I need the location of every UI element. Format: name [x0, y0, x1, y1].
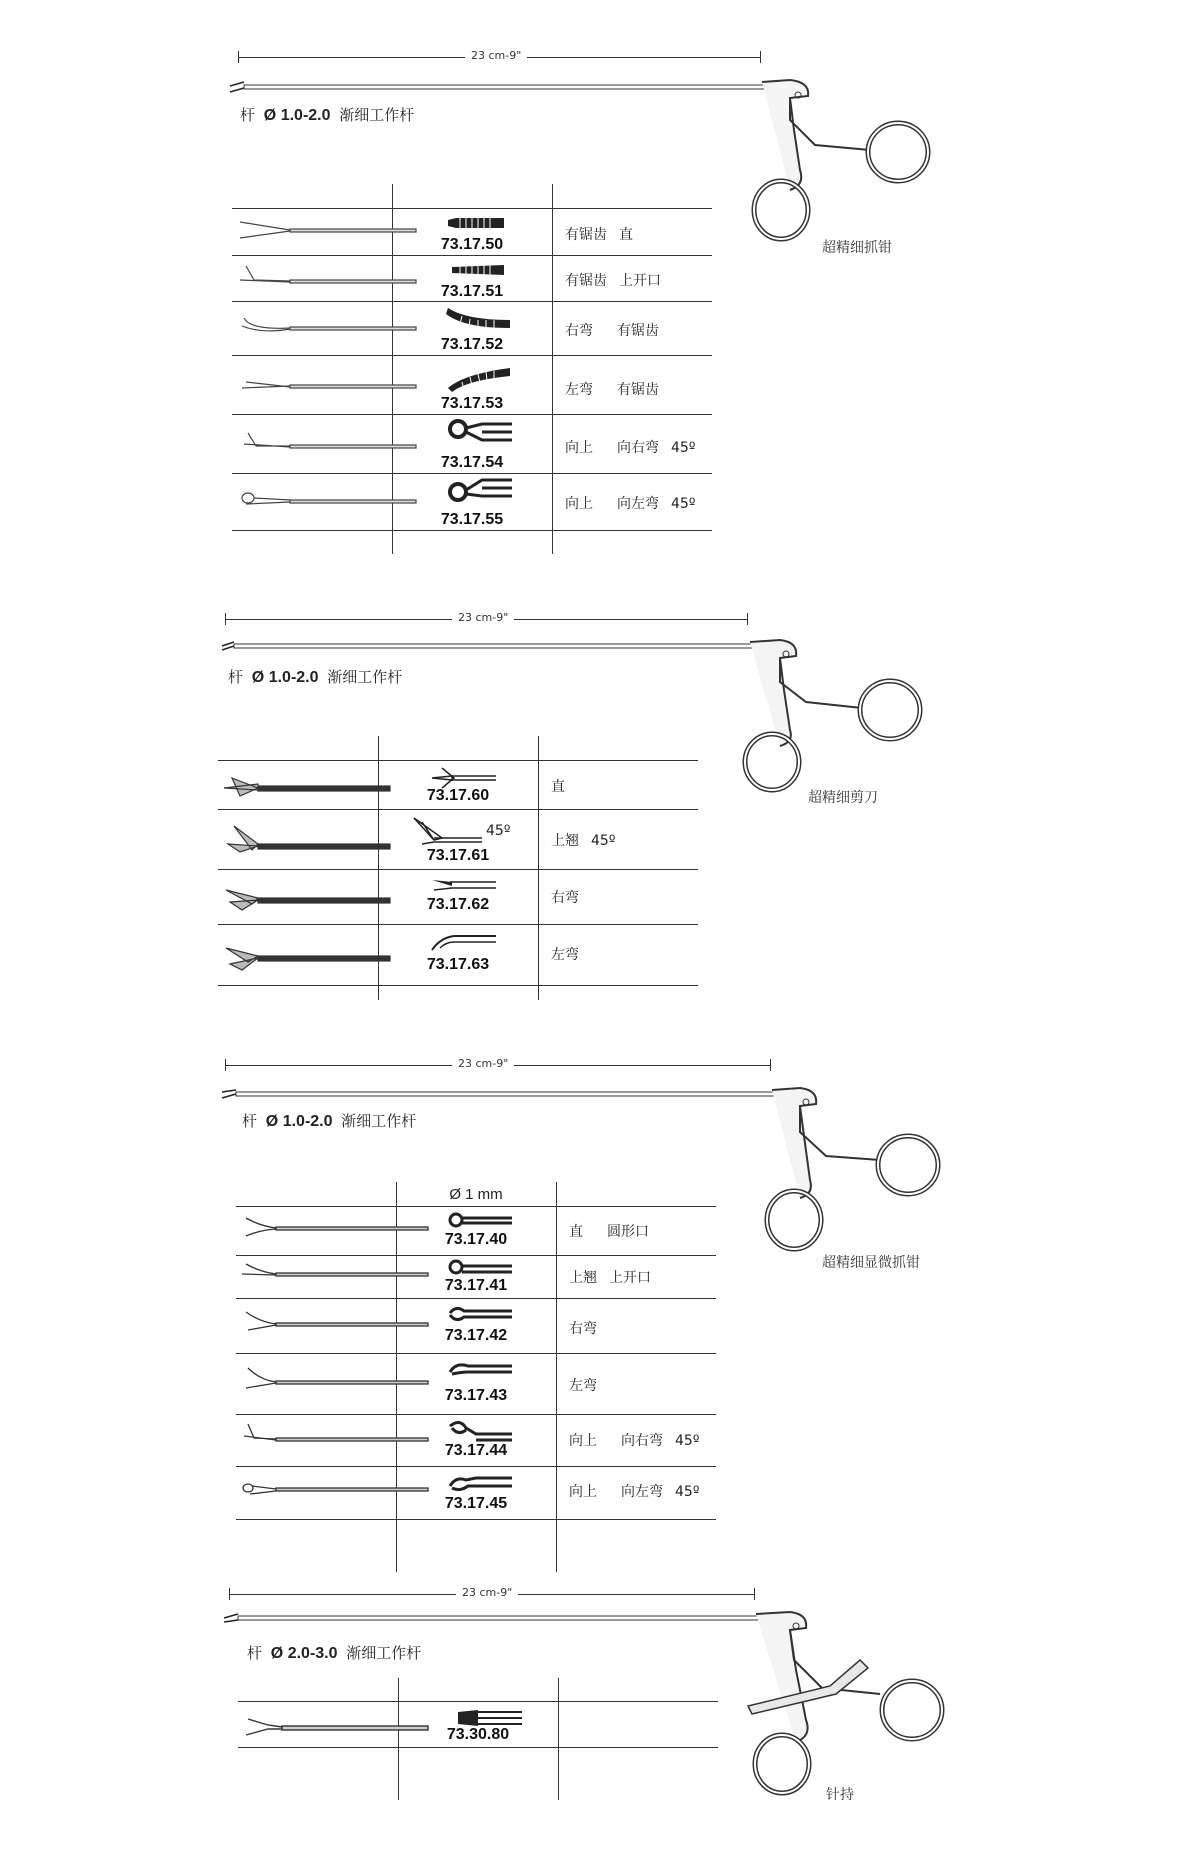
micro-grasping-forceps-illustration-icon: [0, 1040, 1200, 1290]
product-code: 73.30.80: [446, 1726, 510, 1743]
ring-tip-icon: [446, 476, 516, 502]
product-description: 右弯 有锯齿: [565, 323, 659, 339]
column-header: Ø 1 mm: [449, 1186, 503, 1203]
product-code: 73.17.62: [426, 896, 490, 913]
shaft-spec: 杆 Ø 1.0-2.0 渐细工作杆: [242, 1112, 417, 1130]
length-label: 23 cm-9": [465, 49, 527, 62]
table-row-drawing: [242, 493, 416, 504]
product-code: 73.17.52: [440, 336, 504, 353]
scissor-tip-icon: [430, 930, 500, 954]
instrument-name: 超精细显微抓钳: [822, 1255, 920, 1271]
scissors-illustration-icon: [0, 590, 1200, 810]
table-row-drawing: [243, 1484, 428, 1494]
instrument-name: 超精细剪刀: [808, 790, 878, 806]
length-label: 23 cm-9": [452, 1057, 514, 1070]
table-row-drawing: [246, 1312, 428, 1330]
shaft-spec: 杆 Ø 1.0-2.0 渐细工作杆: [240, 106, 415, 124]
shaft-spec: 杆 Ø 2.0-3.0 渐细工作杆: [247, 1644, 422, 1662]
table-row-drawing: [240, 222, 416, 238]
product-code: 73.17.55: [440, 511, 504, 528]
row-instrument-drawings: [238, 1701, 438, 1761]
product-code: 73.17.60: [426, 787, 490, 804]
needle-holder-tip-icon: [456, 1708, 526, 1728]
product-code: 73.17.41: [444, 1277, 508, 1294]
product-description: 右弯: [551, 890, 579, 906]
product-description: 有锯齿 上开口: [565, 273, 661, 289]
table-column-divider: [558, 1678, 559, 1800]
length-label: 23 cm-9": [452, 611, 514, 624]
table-row-drawing: [240, 266, 416, 283]
length-label: 23 cm-9": [456, 1586, 518, 1599]
serrated-tip-icon: [446, 263, 506, 277]
needle-holder-illustration-icon: [0, 1560, 1200, 1820]
product-code: 73.17.40: [444, 1231, 508, 1248]
ring-tip-icon: [446, 418, 516, 444]
product-description: 上翘 上开口: [569, 1270, 651, 1286]
product-code: 73.17.50: [440, 236, 504, 253]
product-description: 左弯 有锯齿: [565, 382, 659, 398]
section-micro-grasping-forceps: [0, 1040, 1200, 1540]
section-scissors: [0, 590, 1200, 1020]
product-description: 向上 向右弯 45º: [565, 440, 696, 456]
product-code: 73.17.44: [444, 1442, 508, 1459]
product-code: 73.17.53: [440, 395, 504, 412]
row-instrument-drawings: [218, 760, 418, 1000]
product-code: 73.17.54: [440, 454, 504, 471]
table-row-drawing: [244, 433, 416, 448]
table-row-drawing: [246, 1218, 428, 1236]
instrument-name: 针持: [826, 1787, 854, 1803]
product-description: 向上 向左弯 45º: [565, 496, 696, 512]
cup-tip-icon: [446, 1360, 516, 1382]
table-row-drawing: [246, 1719, 428, 1735]
instrument-name: 超精细抓钳: [822, 240, 892, 256]
curved-serrated-tip-icon: [446, 306, 516, 330]
product-description: 左弯: [551, 947, 579, 963]
serrated-tip-icon: [446, 216, 506, 230]
table-column-divider: [538, 736, 539, 1000]
curved-serrated-tip-icon: [446, 362, 516, 392]
product-code: 73.17.61: [426, 847, 490, 864]
shaft-spec: 杆 Ø 1.0-2.0 渐细工作杆: [228, 668, 403, 686]
product-code: 73.17.42: [444, 1327, 508, 1344]
scissor-tip-icon: [430, 876, 500, 896]
table-row-drawing: [226, 948, 390, 970]
product-code: 73.17.43: [444, 1387, 508, 1404]
product-description: 上翘 45º: [551, 833, 616, 849]
section-needle-holder: [0, 1560, 1200, 1860]
product-description: 直: [551, 779, 565, 795]
product-code: 73.17.51: [440, 283, 504, 300]
angle-label: 45º: [486, 823, 511, 839]
product-description: 直 圆形口: [569, 1224, 649, 1240]
table-row-drawing: [242, 382, 416, 388]
product-code: 73.17.45: [444, 1495, 508, 1512]
table-row-drawing: [242, 1264, 428, 1276]
table-row-drawing: [224, 778, 390, 796]
product-description: 左弯: [569, 1378, 597, 1394]
product-description: 右弯: [569, 1321, 597, 1337]
table-row-drawing: [226, 890, 390, 910]
table-row-drawing: [228, 826, 390, 852]
table-row-drawing: [246, 1368, 428, 1388]
section-grasping-forceps: [0, 0, 1200, 560]
product-description: 向上 向右弯 45º: [569, 1433, 700, 1449]
product-description: 向上 向左弯 45º: [569, 1484, 700, 1500]
cup-tip-icon: [446, 1305, 516, 1327]
table-column-divider: [556, 1182, 557, 1572]
product-code: 73.17.63: [426, 956, 490, 973]
table-row-drawing: [242, 318, 416, 331]
row-instrument-drawings: [236, 1206, 436, 1536]
table-row-drawing: [244, 1424, 428, 1441]
product-description: 有锯齿 直: [565, 227, 633, 243]
